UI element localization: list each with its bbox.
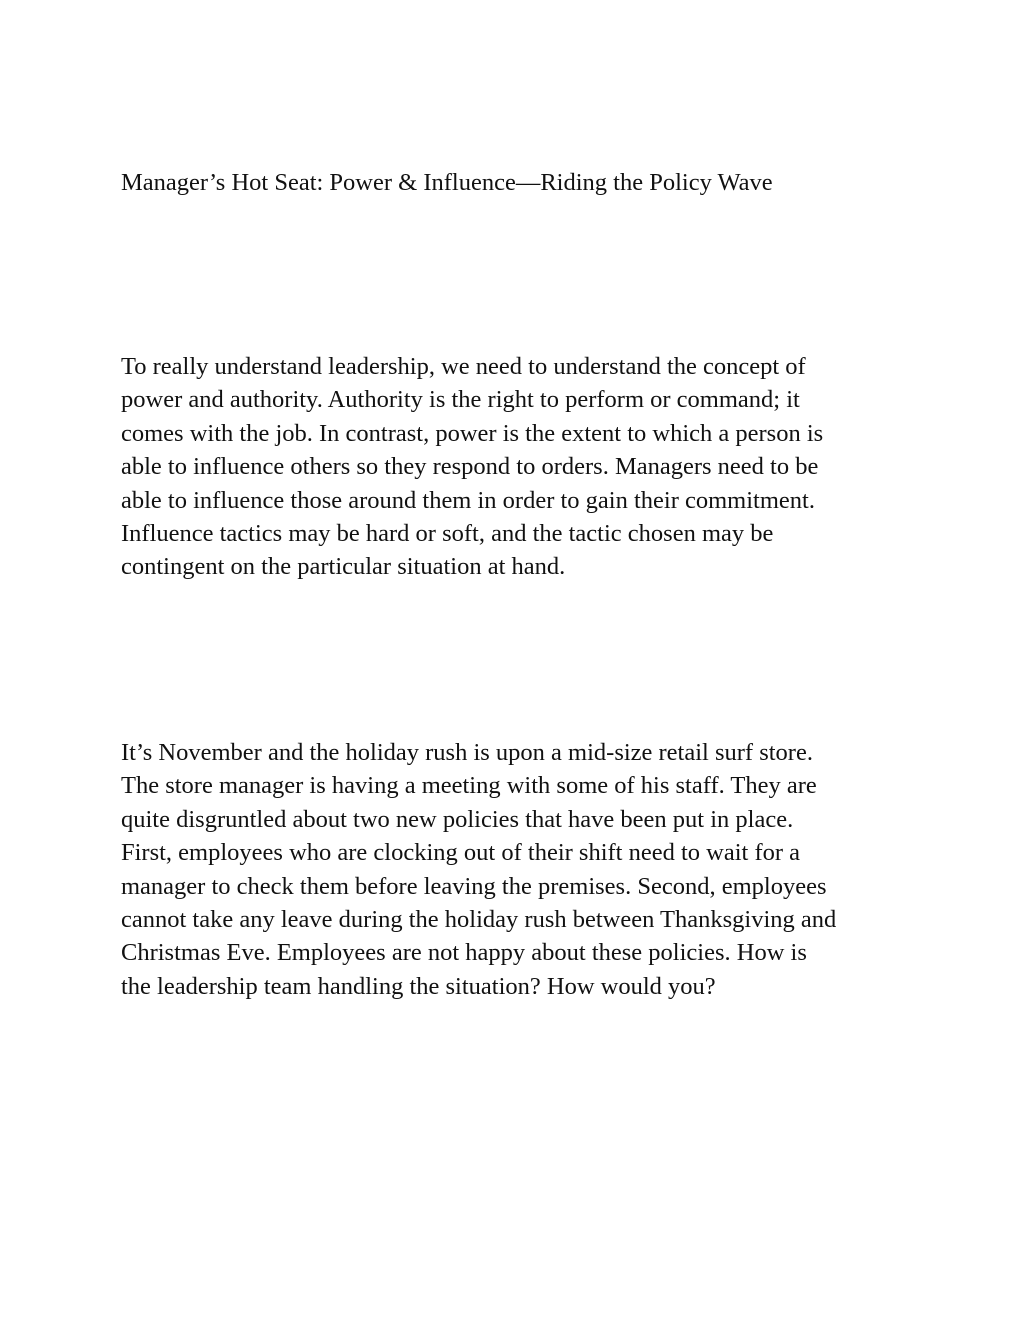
scenario-paragraph: [121, 736, 911, 1003]
paragraph-line: comes with the job. In contrast, power is the extent to which a person is: [121, 419, 824, 447]
paragraph-line: Christmas Eve. Employees are not happy about these policies. How is: [121, 939, 807, 967]
paragraph-line: cannot take any leave during the holiday rush between Thanksgiving and: [121, 906, 837, 934]
paragraph-line: The store manager is having a meeting with some of his staff. They are: [121, 772, 817, 800]
paragraph-line: contingent on the particular situation at hand.: [121, 553, 566, 581]
intro-paragraph: [121, 350, 911, 584]
paragraph-line: able to influence those around them in order to gain their commitment.: [121, 486, 815, 514]
document-title: Manager’s Hot Seat: Power & Influence—Riding the Policy Wave: [121, 169, 773, 196]
paragraph-line: It’s November and the holiday rush is upon a mid-size retail surf store.: [121, 739, 813, 766]
paragraph-line: manager to check them before leaving the premises. Second, employees: [121, 872, 827, 900]
paragraph-line: To really understand leadership, we need to understand the concept of: [121, 353, 806, 380]
paragraph-line: power and authority. Authority is the right to perform or command; it: [121, 386, 800, 414]
paragraph-line: Influence tactics may be hard or soft, and the tactic chosen may be: [121, 520, 774, 548]
paragraph-line: able to influence others so they respond to orders. Managers need to be: [121, 453, 819, 481]
paragraph-line: the leadership team handling the situation? How would you?: [121, 972, 716, 1000]
paragraph-line: First, employees who are clocking out of their shift need to wait for a: [121, 839, 801, 867]
paragraph-line: quite disgruntled about two new policies that have been put in place.: [121, 805, 794, 833]
